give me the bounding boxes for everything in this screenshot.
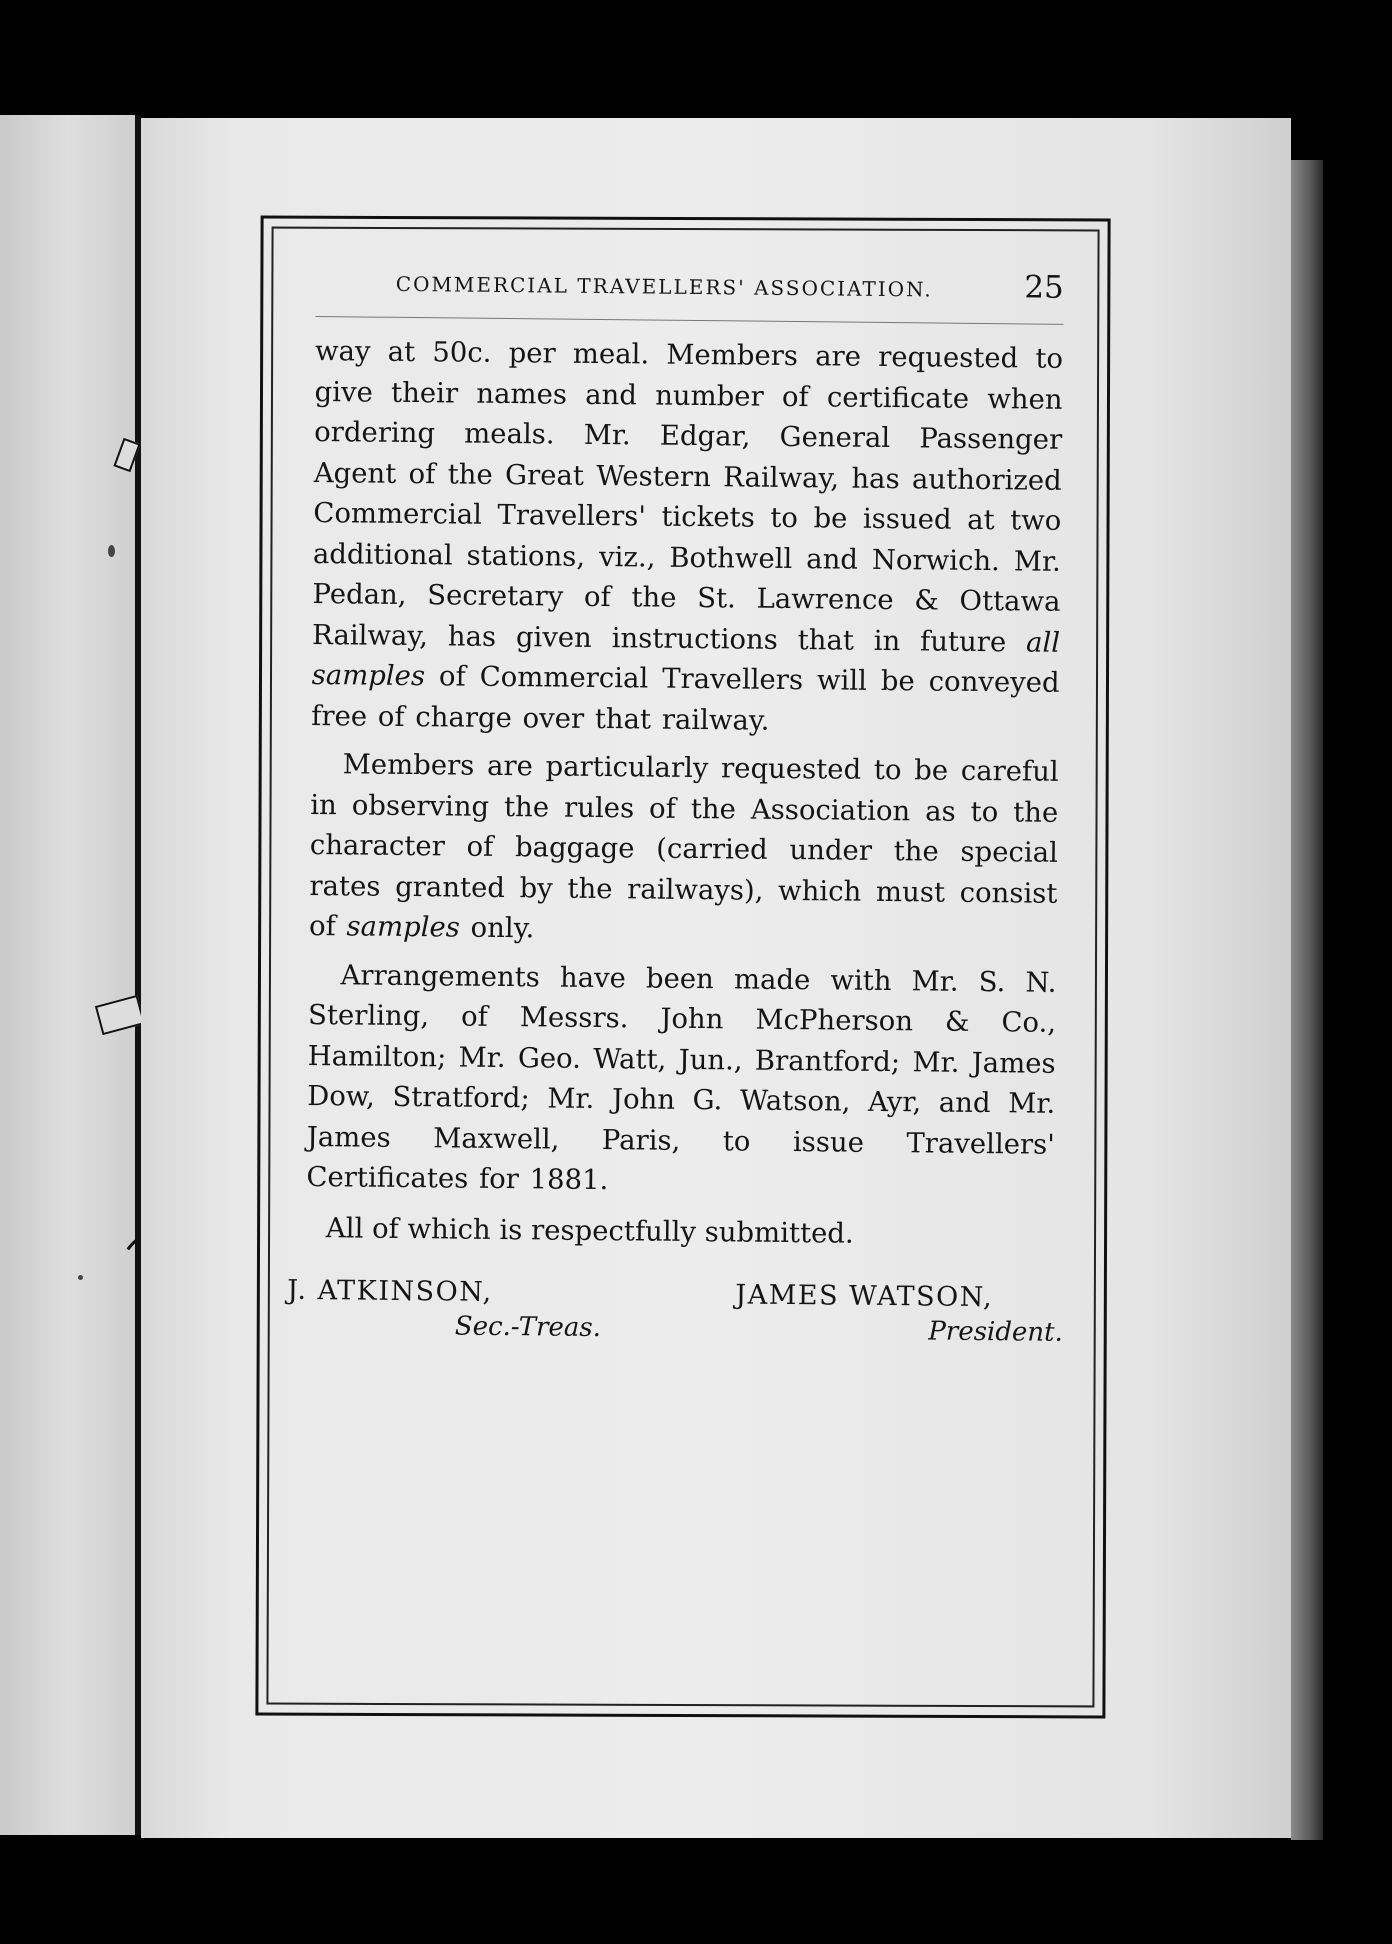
ink-spot [78, 1275, 83, 1280]
signature-secretary-name: J. ATKINSON, [287, 1274, 493, 1308]
paragraph-2-text-a: Members are particularly requested to be careful in observing the rules of the Association as to the character of baggage (carried under the special rates granted by the railways), which must consist of [308, 748, 1059, 943]
signature-secretary-title: Sec.-Treas. [454, 1311, 602, 1344]
running-title: COMMERCIAL TRAVELLERS' ASSOCIATION. [395, 271, 933, 302]
running-header [315, 262, 1064, 325]
page-stack-edge [1291, 160, 1323, 1840]
facing-page-edge [0, 115, 135, 1835]
signature-president-name: JAMES WATSON, [735, 1279, 994, 1314]
paragraph-3: Arrangements have been made with Mr. S. N. Sterling, of Messrs. John McPherson & Co., Hamilton; Mr. Geo. Watt, Jun., Brantford; Mr. James Dow, Stratford; Mr. John G. Watson, Ayr, and Mr. James Maxwell, Paris, to issue Travellers' Certificates for 1881. [306, 958, 1057, 1197]
paragraph-2-text-b: only. [459, 911, 535, 945]
paragraph-2-italic: samples [346, 910, 461, 944]
paragraph-1 [311, 331, 1063, 744]
paragraph-1-text-a: way at 50c. per meal. Members are requested to give their names and number of certificate when ordering meals. Mr. Edgar, General Passenger Agent of the Great Western Railway, has authorized Commercial Travellers' tickets to be issued at two additional stations, viz., Bothwell and Norwich. Mr. Pedan, Secretary of the St. Lawrence & Ottawa Railway, has given instructions that in future [311, 334, 1064, 658]
signature-president [735, 1279, 1063, 1348]
closing-line: All of which is respectfully submitted. [325, 1211, 854, 1250]
paragraph-1-italic: all samples [311, 625, 1061, 693]
ink-spot [108, 545, 115, 557]
page-content [287, 262, 1064, 1348]
paragraph-1-text-b: of Commercial Travellers will be conveyed free of charge over that railway. [311, 660, 1060, 737]
paragraph-2 [309, 744, 1059, 954]
signature-block [287, 1274, 1063, 1348]
signature-president-title: President. [928, 1316, 1063, 1348]
signature-secretary [287, 1274, 602, 1344]
page-number: 25 [1024, 269, 1064, 306]
